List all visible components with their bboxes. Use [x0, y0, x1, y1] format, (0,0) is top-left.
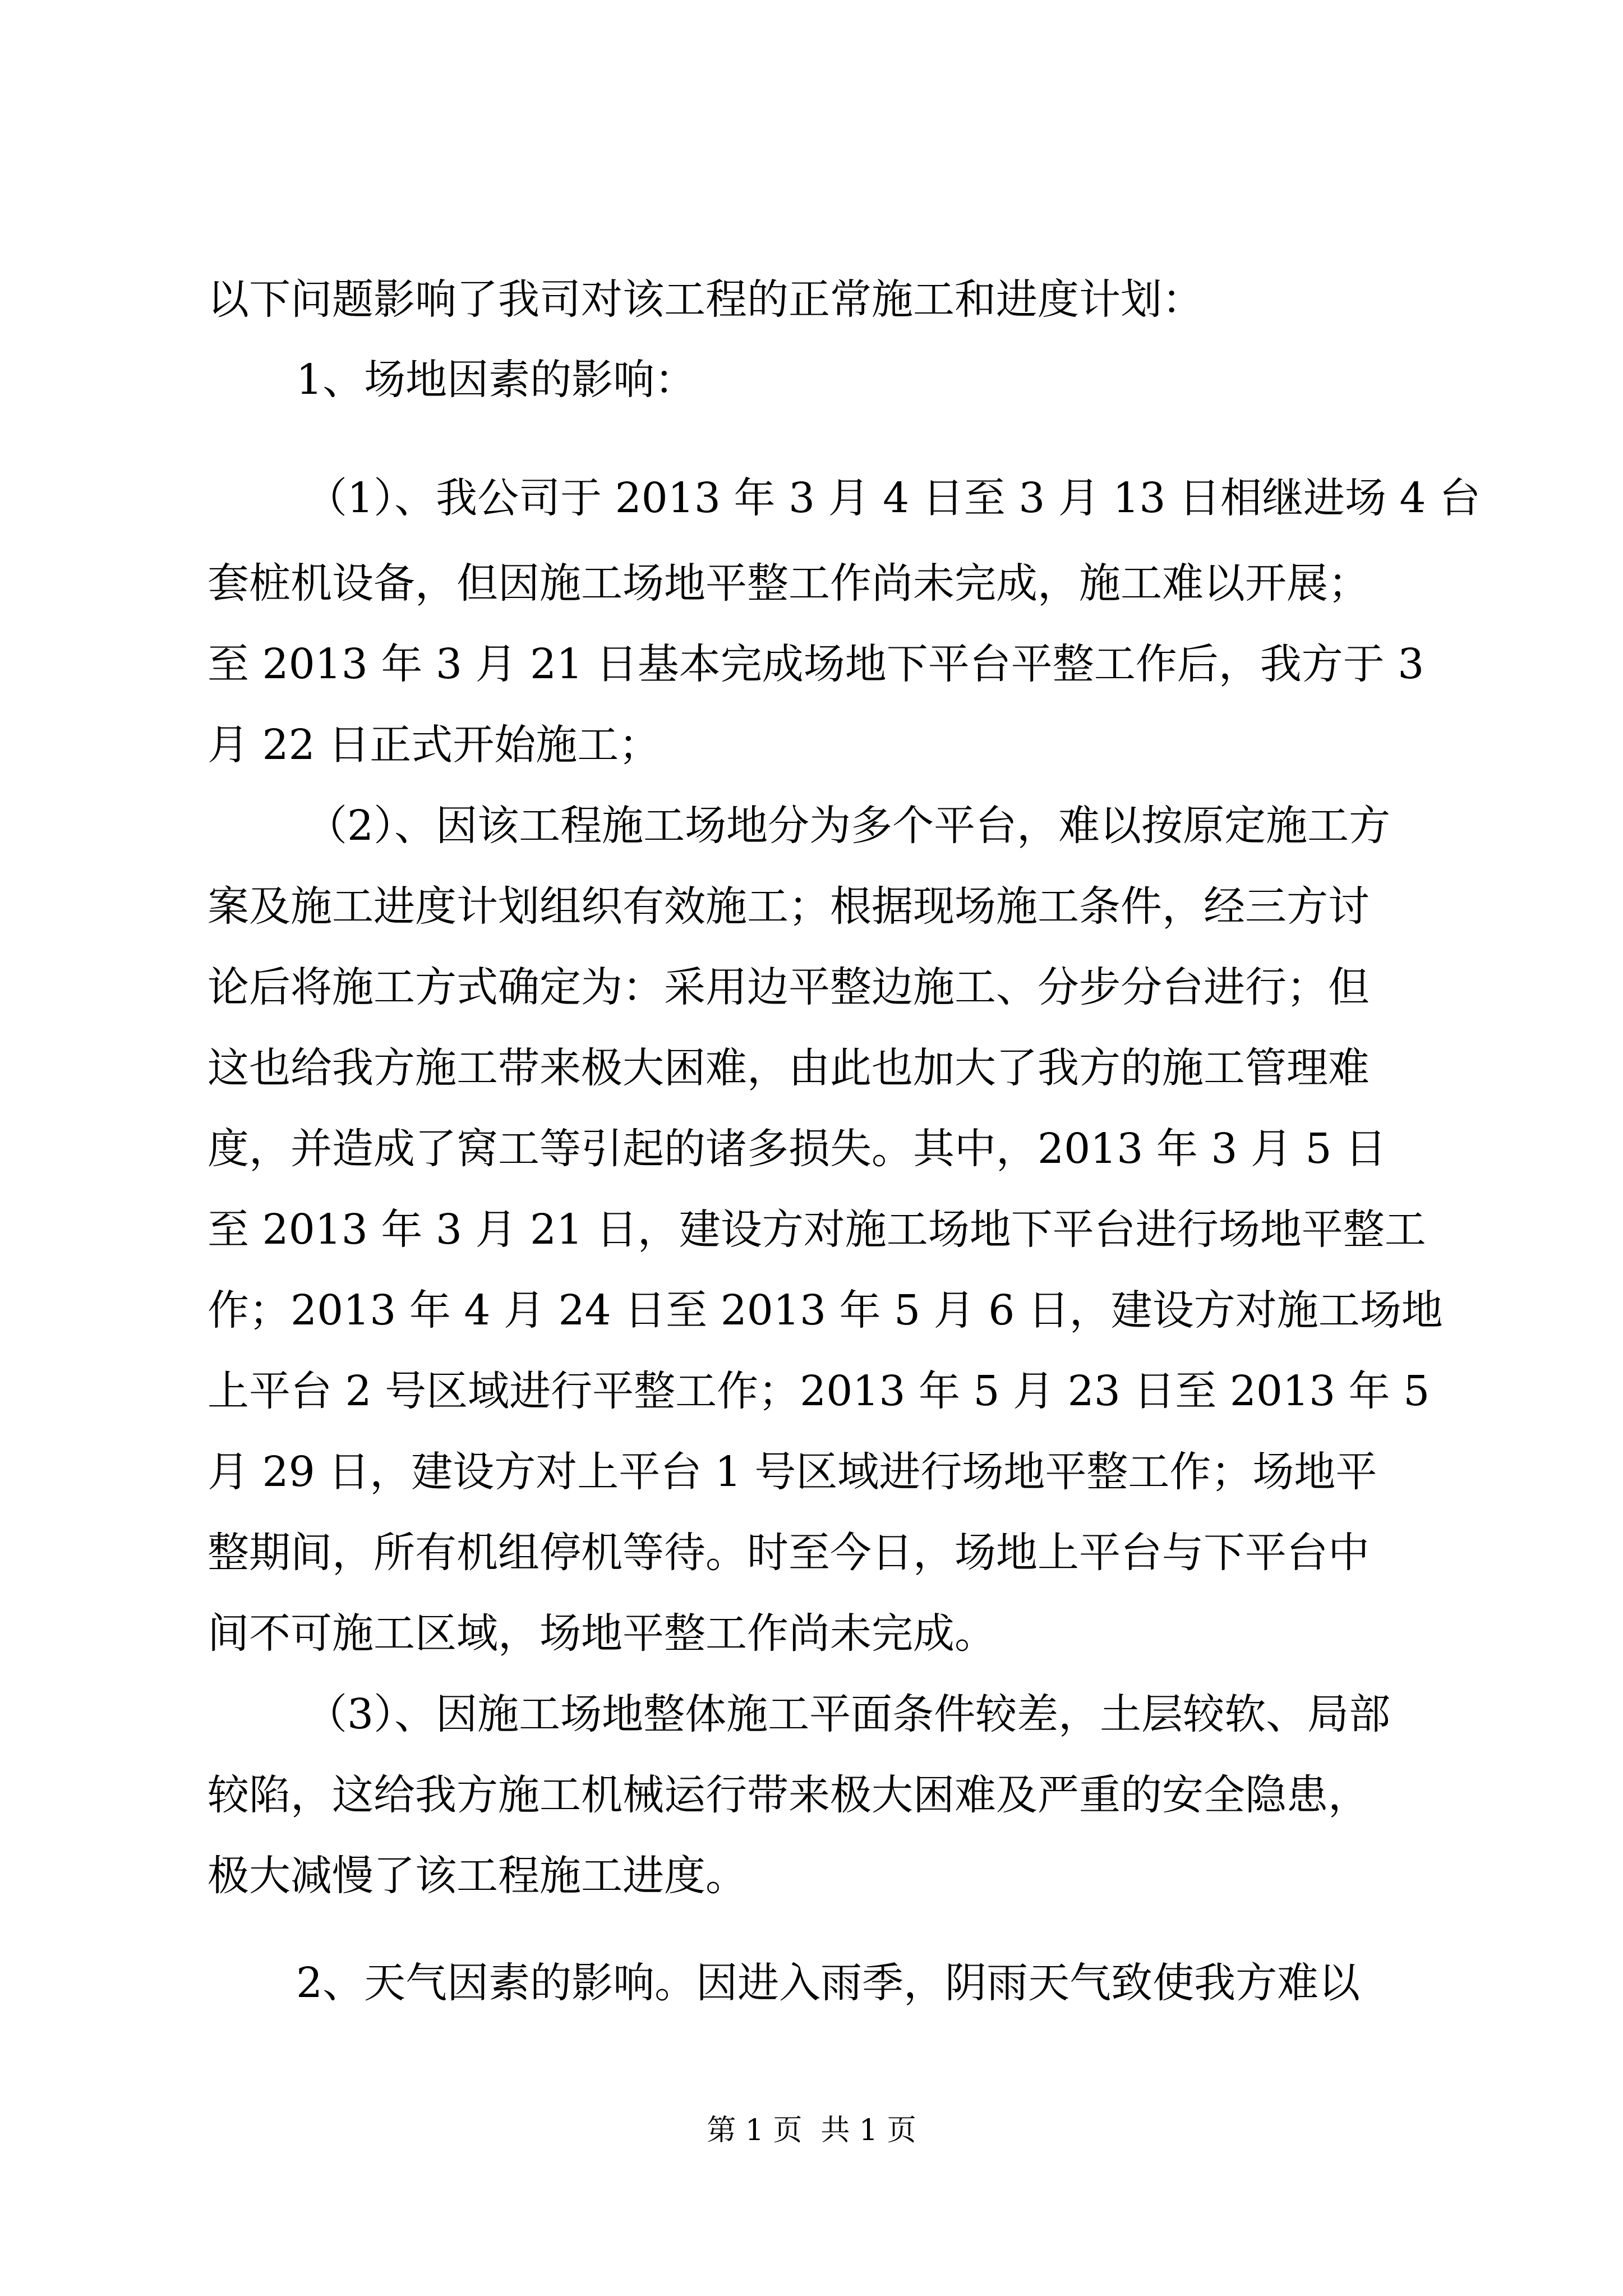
text-line: （3）、因施工场地整体施工平面条件较差，土层较软、局部 [306, 1690, 1391, 1738]
text-line: 至 2013 年 3 月 21 日，建设方对施工场地下平台进行场地平整工 [208, 1205, 1426, 1254]
text-line: （1）、我公司于 2013 年 3 月 4 日至 3 月 13 日相继进场 4 台 [306, 474, 1481, 522]
text-line: 月 29 日，建设方对上平台 1 号区域进行场地平整工作；场地平 [208, 1448, 1377, 1496]
page-footer: 第 1 页 共 1 页 [707, 2114, 916, 2147]
text-line: 较陷，这给我方施工机械运行带来极大困难及严重的安全隐患， [208, 1771, 1370, 1819]
text-line: （2）、因该工程施工场地分为多个平台，难以按原定施工方 [306, 802, 1391, 850]
text-line: 月 22 日正式开始施工； [208, 721, 661, 769]
text-line: 度，并造成了窝工等引起的诸多损失。其中，2013 年 3 月 5 日 [208, 1125, 1387, 1173]
text-line: 案及施工进度计划组织有效施工；根据现场施工条件，经三方讨 [208, 882, 1370, 931]
text-line: 作；2013 年 4 月 24 日至 2013 年 5 月 6 日，建设方对施工场地 [208, 1286, 1443, 1335]
text-line: 至 2013 年 3 月 21 日基本完成场地下平台平整工作后，我方于 3 [208, 640, 1424, 688]
text-line: 论后将施工方式确定为：采用边平整边施工、分步分台进行；但 [208, 963, 1370, 1011]
text-line: 间不可施工区域，场地平整工作尚未完成。 [208, 1609, 996, 1658]
text-line: 整期间，所有机组停机等待。时至今日，场地上平台与下平台中 [208, 1529, 1370, 1577]
text-line: 以下问题影响了我司对该工程的正常施工和进度计划： [208, 275, 1204, 324]
text-line: 2、天气因素的影响。因进入雨季，阴雨天气致使我方难以 [296, 1959, 1361, 2007]
text-line: 套桩机设备，但因施工场地平整工作尚未完成，施工难以开展； [208, 559, 1370, 608]
text-line: 1、场地因素的影响： [296, 356, 697, 404]
text-line: 上平台 2 号区域进行平整工作；2013 年 5 月 23 日至 2013 年 5 [208, 1367, 1430, 1415]
text-line: 极大减慢了该工程施工进度。 [208, 1852, 747, 1900]
text-line: 这也给我方施工带来极大困难，由此也加大了我方的施工管理难 [208, 1044, 1370, 1092]
